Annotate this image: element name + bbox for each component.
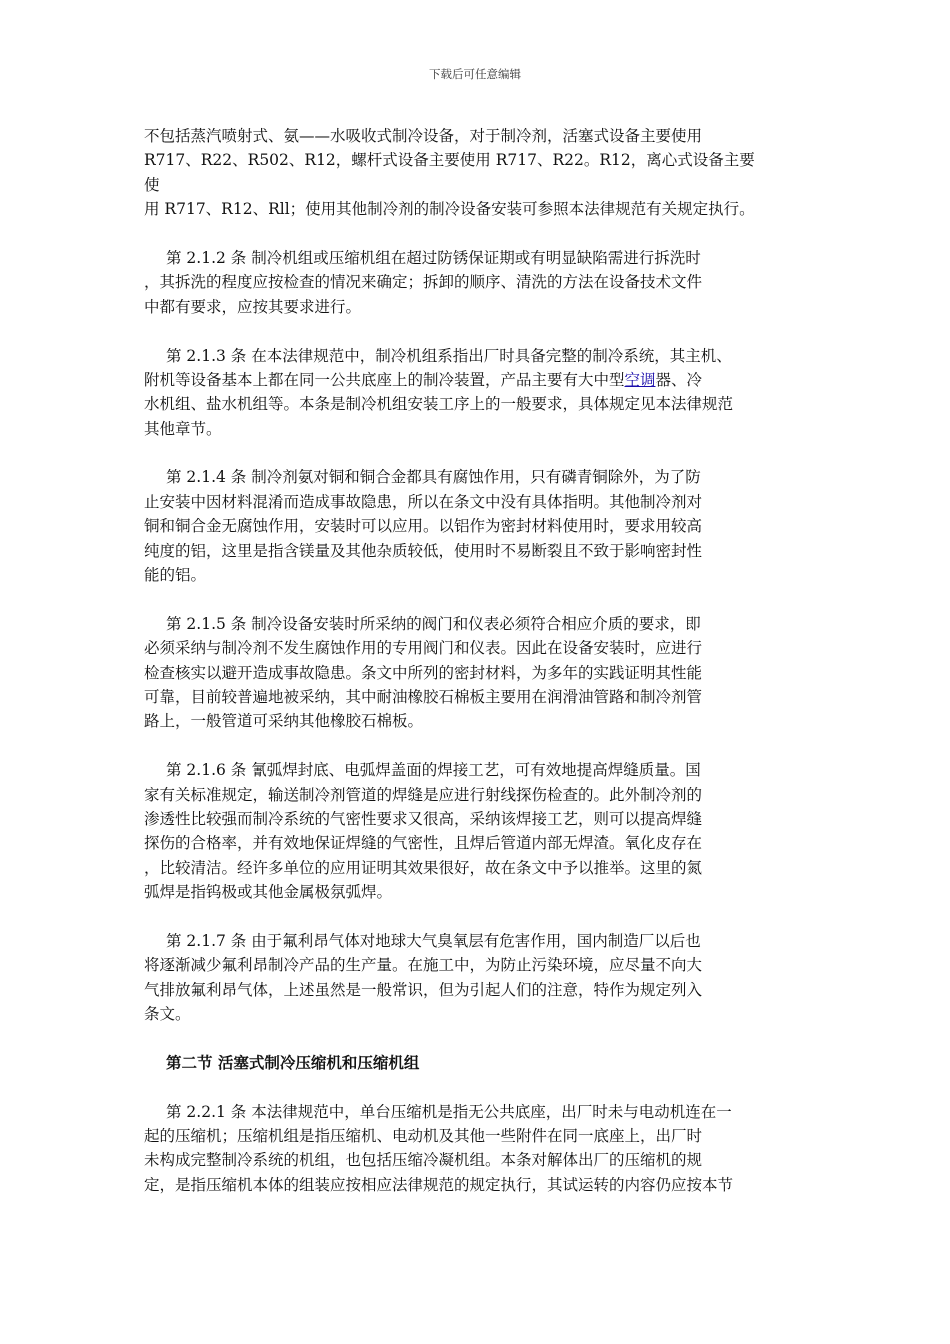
article-2-1-7: 第 2.1.7 条 由于氟利昂气体对地球大气臭氧层有危害作用，国内制造厂以后也 [166,931,701,950]
paragraph-line: 条文。 [144,1005,191,1024]
paragraph-line: 中都有要求，应按其要求进行。 [144,297,362,316]
paragraph-line: 弧焊是指钨极或其他金属极氛弧焊。 [144,883,393,902]
paragraph-line: 用 R717、R12、Rll；使用其他制冷剂的制冷设备安装可参照本法律规范有关规定执行。 [144,200,755,219]
article-label: 第 2.1.5 条 [166,614,247,633]
paragraph-line: 定，是指压缩机本体的组装应按相应法律规范的规定执行，其试运转的内容仍应按本节 [144,1175,734,1194]
paragraph-line: 家有关标准规定，输送制冷剂管道的焊缝是应进行射线探伤检查的。此外制冷剂的 [144,785,703,804]
paragraph-line: 渗透性比较强而制冷系统的气密性要求又很高，采纳该焊接工艺，则可以提高焊缝 [144,809,703,828]
paragraph-line: 未构成完整制冷系统的机组，也包括压缩冷凝机组。本条对解体出厂的压缩机的规 [144,1151,703,1170]
paragraph-line: 路上，一般管道可采纳其他橡胶石棉板。 [144,712,424,731]
document-body [144,124,814,1197]
paragraph-line: 不包括蒸汽喷射式、氨——水吸收式制冷设备，对于制冷剂，活塞式设备主要使用 [144,127,703,145]
paragraph-line: ，其拆洗的程度应按检查的情况来确定；拆卸的顺序、清洗的方法在设备技术文件 [144,273,703,292]
paragraph-line: 气排放氟利昂气体，上述虽然是一般常识，但为引起人们的注意，特作为规定列入 [144,980,703,999]
article-2-1-3: 第 2.1.3 条 在本法律规范中，制冷机组系指出厂时具备完整的制冷系统，其主机、 [166,346,732,365]
article-2-1-2: 第 2.1.2 条 制冷机组或压缩机组在超过防锈保证期或有明显缺陷需进行拆洗时 [166,248,701,267]
paragraph-line: 将逐渐减少氟利昂制冷产品的生产量。在施工中，为防止污染环境，应尽量不向大 [144,956,703,975]
article-label: 第 2.1.2 条 [166,248,247,267]
paragraph-line: 水机组、盐水机组等。本条是制冷机组安装工序上的一般要求，具体规定见本法律规范 [144,395,734,414]
article-label: 第 2.2.1 条 [166,1102,247,1121]
article-2-2-1: 第 2.2.1 条 本法律规范中，单台压缩机是指无公共底座，出厂时未与电动机连在一 [166,1102,732,1121]
article-2-1-6: 第 2.1.6 条 氰弧焊封底、电弧焊盖面的焊接工艺，可有效地提高焊缝质量。国 [166,761,701,780]
paragraph-line: 探伤的合格率，并有效地保证焊缝的气密性，且焊后管道内部无焊渣。氧化皮存在 [144,834,703,853]
article-2-1-5: 第 2.1.5 条 制冷设备安装时所采纳的阀门和仪表必须符合相应介质的要求，即 [166,614,701,633]
article-2-1-4: 第 2.1.4 条 制冷剂氨对铜和铜合金都具有腐蚀作用，只有磷青铜除外，为了防 [166,468,701,487]
article-label: 第 2.1.7 条 [166,931,247,950]
article-label: 第 2.1.3 条 [166,346,247,365]
page-header: 下载后可任意编辑 [429,67,521,81]
paragraph-line: 其他章节。 [144,419,222,438]
paragraph-line: 止安装中因材料混淆而造成事故隐患，所以在条文中没有具体指明。其他制冷剂对 [144,492,703,511]
paragraph-line: R717、R22、R502、R12，螺杆式设备主要使用 R717、R22。R12，离心式设备主要 [144,151,755,170]
article-label: 第 2.1.6 条 [166,761,247,780]
paragraph-line: 检查核实以避开造成事故隐患。条文中所列的密封材料，为多年的实践证明其性能 [144,663,703,682]
paragraph-line: 必须采纳与制冷剂不发生腐蚀作用的专用阀门和仪表。因此在设备安装时，应进行 [144,639,703,658]
paragraph-line: 使 [144,175,160,194]
paragraph-line: 纯度的铝，这里是指含镁量及其他杂质较低，使用时不易断裂且不致于影响密封性 [144,541,703,560]
paragraph-line: 附机等设备基本上都在同一公共底座上的制冷装置，产品主要有大中型空调器、冷 [144,370,703,389]
paragraph-line: 铜和铜合金无腐蚀作用，安装时可以应用。以铝作为密封材料使用时，要求用较高 [144,517,703,536]
paragraph-line: 可靠，目前较普遍地被采纳，其中耐油橡胶石棉板主要用在润滑油管路和制冷剂管 [144,687,703,706]
air-conditioner-link[interactable]: 空调 [624,370,656,389]
paragraph-line: 能的铝。 [144,566,207,585]
section-heading: 第二节 活塞式制冷压缩机和压缩机组 [166,1052,420,1072]
paragraph-line: 起的压缩机；压缩机组是指压缩机、电动机及其他一些附件在同一底座上，出厂时 [144,1127,703,1146]
paragraph-line: ，比较清洁。经许多单位的应用证明其效果很好，故在条文中予以推举。这里的氮 [144,858,703,877]
article-label: 第 2.1.4 条 [166,468,247,487]
